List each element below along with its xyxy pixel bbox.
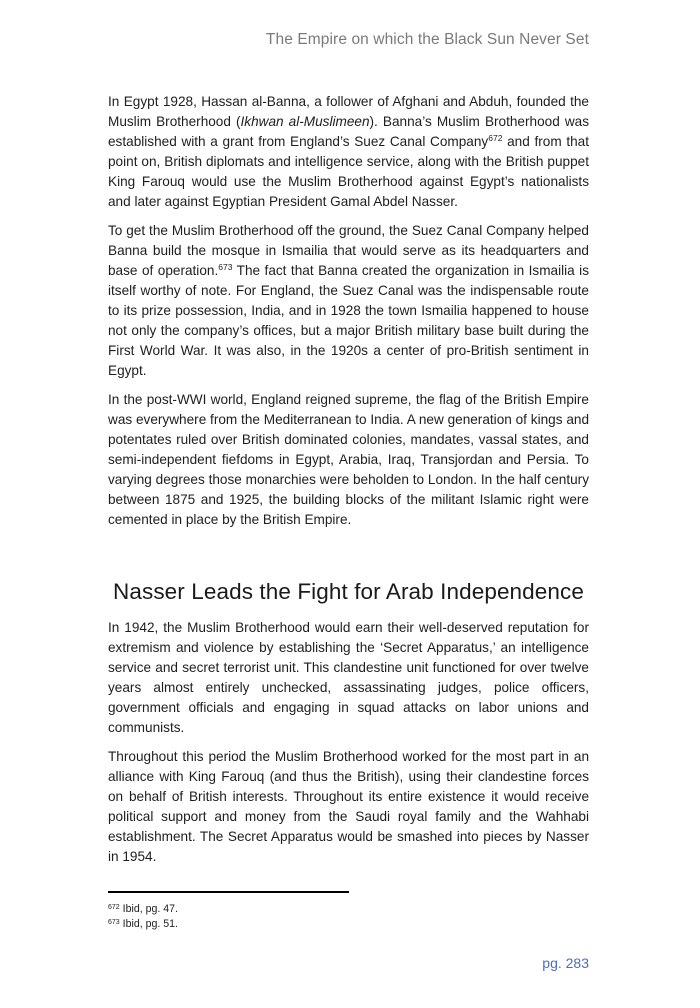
text-segment: In the post-WWI world, England reigned supreme, the flag of the British Empire was everywhere from the Mediterranean to India. A new generation of kings and potentates ruled over British dominated colonies, mandates, vassal states, and semi-independent fiefdoms in Egypt, Arabia, Iraq, Transjordan and Persia. To varying degrees those monarchies were beholden to London. In the half century between 1875 and 1925, the building blocks of the militant Islamic right were cemented in place by the British Empire. [108, 392, 589, 527]
page-body [108, 92, 589, 876]
footnote-number: 672 [108, 904, 120, 911]
footnote-divider [108, 891, 349, 893]
italic-term-ikhwan: Ikhwan al-Muslimeen [240, 114, 370, 129]
footnote-ref-673[interactable]: 673 [218, 262, 233, 272]
footnote-text: Ibid, pg. 47. [119, 903, 178, 915]
text-segment: To get the Muslim Brotherhood off the ground, the Suez Canal Company helped Banna build the mosque in Ismailia that would serve as its headquarters and base of operation. [108, 223, 589, 278]
paragraph-post-wwi [108, 390, 589, 530]
text-segment: In Egypt 1928, Hassan al-Banna, a follower of Afghani and Abduh, founded the Muslim Brotherhood ( [108, 94, 589, 129]
page-number: pg. 283 [542, 955, 589, 971]
section-heading: Nasser Leads the Fight for Arab Independence [113, 579, 584, 604]
footnotes [108, 902, 178, 932]
text-segment: The fact that Banna created the organization in Ismailia is itself worthy of note. For England, the Suez Canal was the indispensable route to its prize possession, India, and in 1928 the town Ismailia happened to house not only the company’s offices, but a major British military base built during the First World War. It was also, in the 1920s a center of pro-British sentiment in Egypt. [108, 263, 589, 378]
paragraph-secret-apparatus [108, 618, 589, 738]
footnote-ref-672[interactable]: 672 [488, 133, 503, 143]
text-segment: Throughout this period the Muslim Brotherhood worked for the most part in an alliance with King Farouq (and thus the British), using their clandestine forces on behalf of British interests. Throughout its entire existence it would receive political support and money from the Saudi royal family and the Wahhabi establishment. The Secret Apparatus would be smashed into pieces by Nasser in 1954. [108, 749, 589, 864]
text-segment: and from that point on, British diplomats and intelligence service, along with the British puppet King Farouq would use the Muslim Brotherhood against Egypt’s nationalists and later against Egyptian President Gamal Abdel Nasser. [108, 134, 589, 209]
paragraph-farouq-alliance [108, 747, 589, 867]
footnote-672 [108, 902, 178, 917]
paragraph-ismailia-mosque [108, 221, 589, 381]
text-segment: In 1942, the Muslim Brotherhood would earn their well-deserved reputation for extremism and violence by establishing the ‘Secret Apparatus,’ an intelligence service and secret terrorist unit. This clandestine unit functioned for over twelve years almost entirely unchecked, assassinating judges, police officers, government officials and engaging in squad attacks on labor unions and communists. [108, 620, 589, 735]
footnote-text: Ibid, pg. 51. [119, 918, 178, 930]
running-header-title: The Empire on which the Black Sun Never Set [265, 31, 589, 48]
footnote-673 [108, 917, 178, 932]
text-segment: ). Banna’s Muslim Brotherhood was established with a grant from England’s Suez Canal Company [108, 114, 590, 149]
footnote-number: 673 [108, 919, 120, 926]
paragraph-banna-founding [108, 92, 589, 212]
